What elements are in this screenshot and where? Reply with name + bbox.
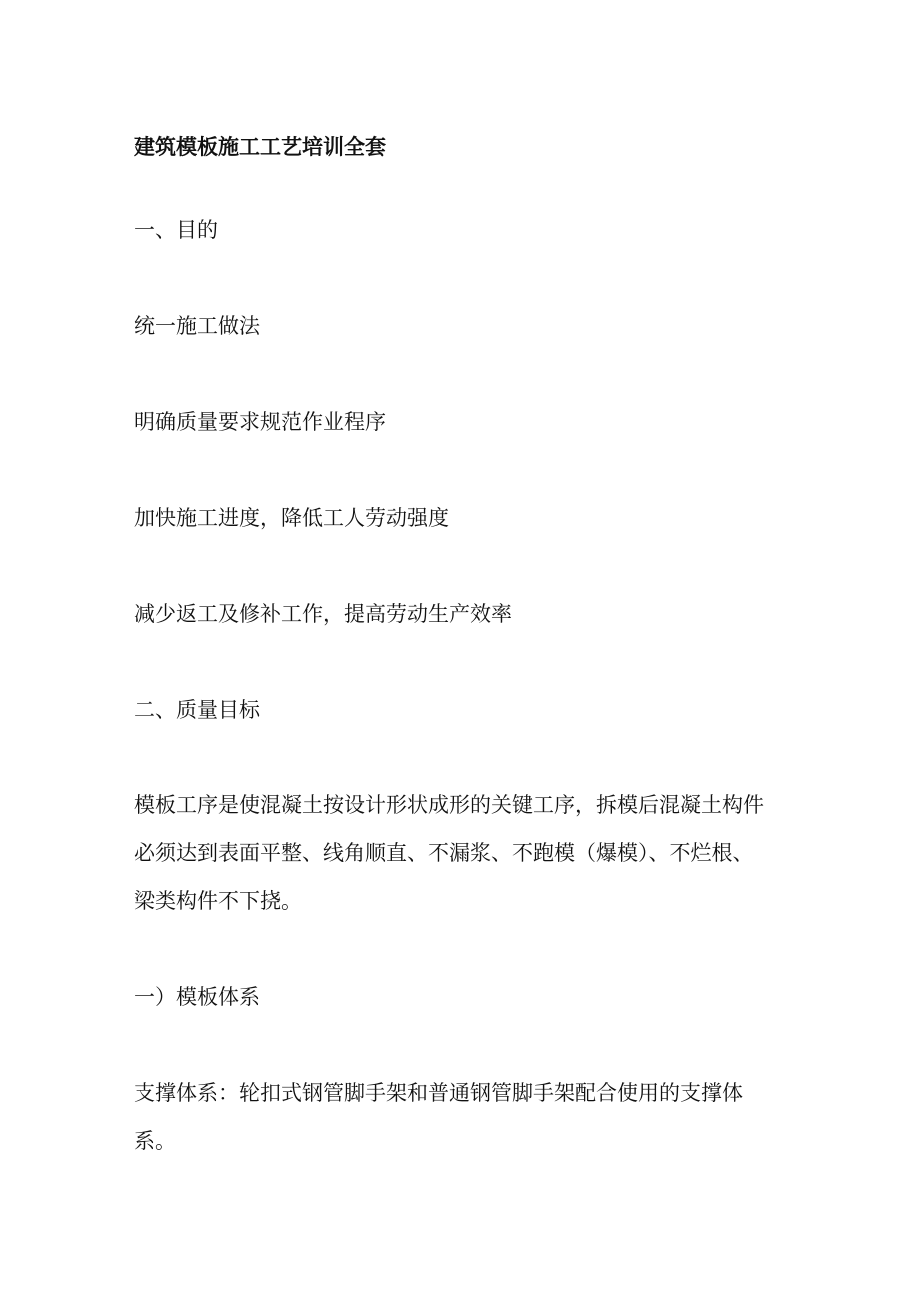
quality-paragraph-line: 梁类构件不下挠。 xyxy=(134,889,302,913)
document-title: 建筑模板施工工艺培训全套 xyxy=(134,134,386,159)
purpose-item: 明确质量要求规范作业程序 xyxy=(134,410,386,434)
section-heading-quality: 二、质量目标 xyxy=(134,698,260,722)
section-heading-purpose: 一、目的 xyxy=(134,218,218,242)
support-paragraph-line: 支撑体系：轮扣式钢管脚手架和普通钢管脚手架配合使用的支撑体 xyxy=(134,1081,743,1105)
support-paragraph-line: 系。 xyxy=(134,1129,176,1153)
quality-paragraph-line: 模板工序是使混凝土按设计形状成形的关键工序，拆模后混凝土构件 xyxy=(134,793,764,817)
subsection-heading-formwork-system: 一）模板体系 xyxy=(134,985,260,1009)
purpose-item: 减少返工及修补工作，提高劳动生产效率 xyxy=(134,602,512,626)
purpose-item: 加快施工进度，降低工人劳动强度 xyxy=(134,506,449,530)
purpose-item: 统一施工做法 xyxy=(134,314,260,338)
quality-paragraph-line: 必须达到表面平整、线角顺直、不漏浆、不跑模（爆模）、不烂根、 xyxy=(134,841,754,865)
